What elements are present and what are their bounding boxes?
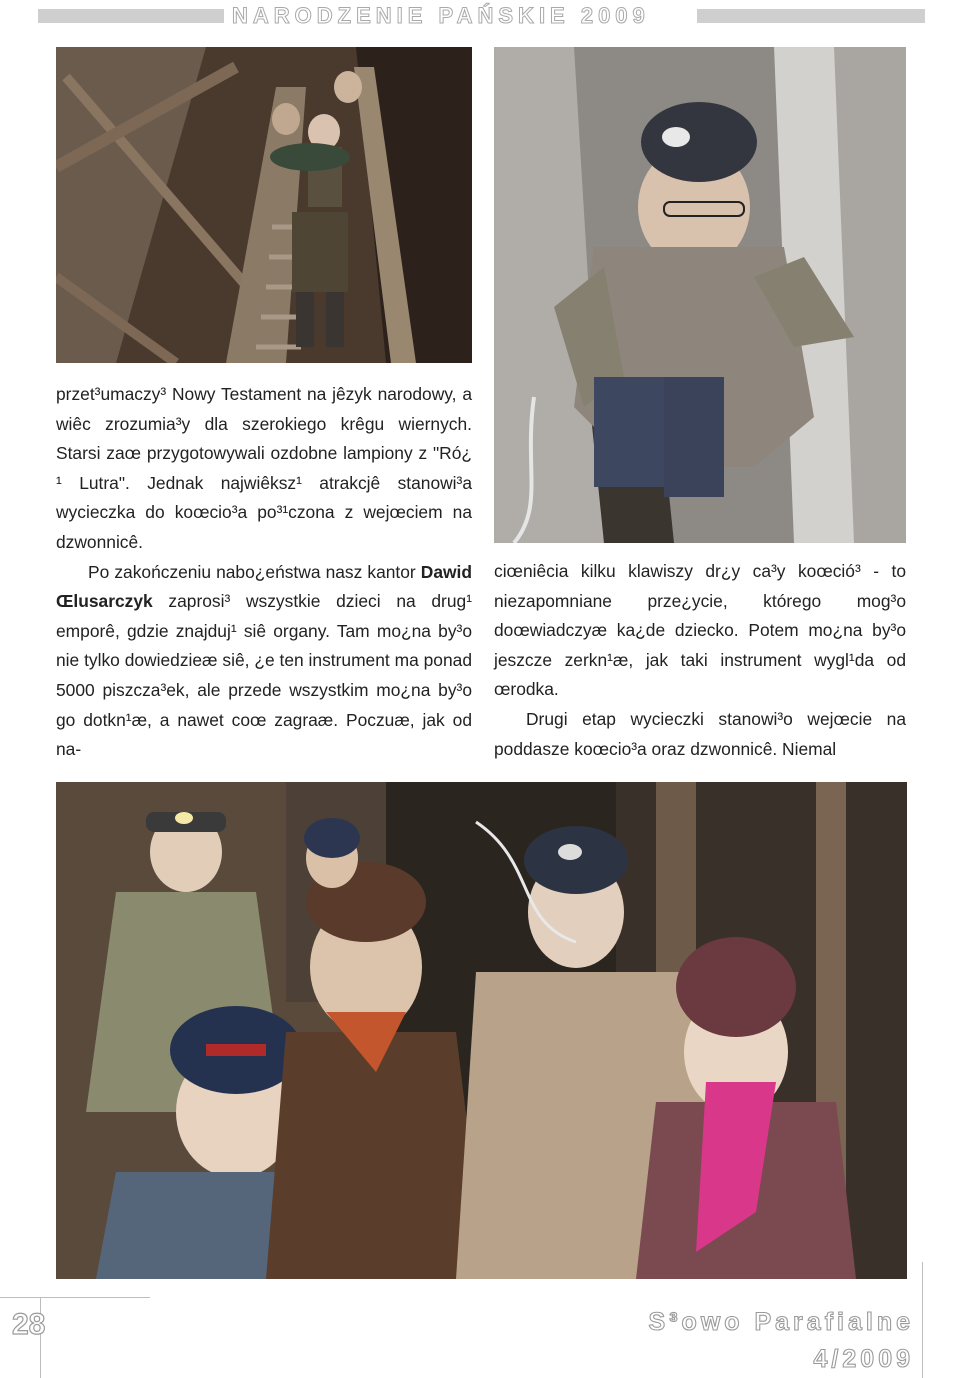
magazine-title: S³owo Parafialne <box>648 1308 914 1336</box>
paragraph-2-rest: zaprosi³ wszystkie dzieci na drug¹ emporê, gdzie znajduj¹ siê organy. Tam mo¿na by³o nie tylko dowiedzieæ siê, ¿e ten instrument ma ponad 5000 piszcza³ek, ale przede wszystkim mo¿na by³o go dotkn¹æ, a nawet coœ zagraæ. Poczuæ, jak od na- <box>56 591 472 760</box>
left-paragraph-1: przet³umaczy³ Nowy Testament na jêzyk narodowy, a wiêc zrozumia³y dla szerokiego krêgu wiernych. Starsi zaœ przygotowywali ozdobne lampiony z "Ró¿ ¹ Lutra". Jednak najwiêksz¹ atrakcjê stanowi³a wycieczka do koœcio³a po³¹czona z wejœciem na dzwonnicê. <box>56 384 472 552</box>
kantor-name: Dawid Œlusarczyk <box>56 561 472 612</box>
page-number: 28 <box>12 1308 46 1341</box>
left-text-column <box>56 380 472 765</box>
footer-divider-vertical-right <box>922 1262 923 1378</box>
left-paragraph-2 <box>56 558 472 765</box>
footer-divider-left <box>0 1297 150 1298</box>
right-text-column <box>494 557 906 764</box>
right-paragraph-2: Drugi etap wycieczki stanowi³o wejœcie na poddasze koœcio³a oraz dzwonnicê. Niemal <box>494 708 906 759</box>
paragraph-2-intro: Po zakończeniu nabo¿eństwa nasz kantor <box>88 561 421 582</box>
photo-boy-passage <box>494 47 906 543</box>
issue-number: 4/2009 <box>813 1345 914 1373</box>
photo-children-group <box>56 782 907 1279</box>
header-bar-right <box>697 9 925 23</box>
photo-children-group-icon <box>56 782 907 1279</box>
header-title: NARODZENIE PAŃSKIE 2009 <box>232 3 650 28</box>
photo-attic-stairs <box>56 47 472 363</box>
photo-stairs-icon <box>56 47 472 363</box>
right-paragraph-1: ciœniêcia kilku klawiszy dr¿y ca³y koœció³ - to niezapomniane prze¿ycie, którego mog³o doœwiadczyæ ka¿de dziecko. Potem mo¿na by³o jeszcze zerkn¹æ, jak taki instrument wygl¹da od œrodka. <box>494 561 906 700</box>
photo-boy-ladder-icon <box>494 47 906 543</box>
header-bar-left <box>38 9 224 23</box>
